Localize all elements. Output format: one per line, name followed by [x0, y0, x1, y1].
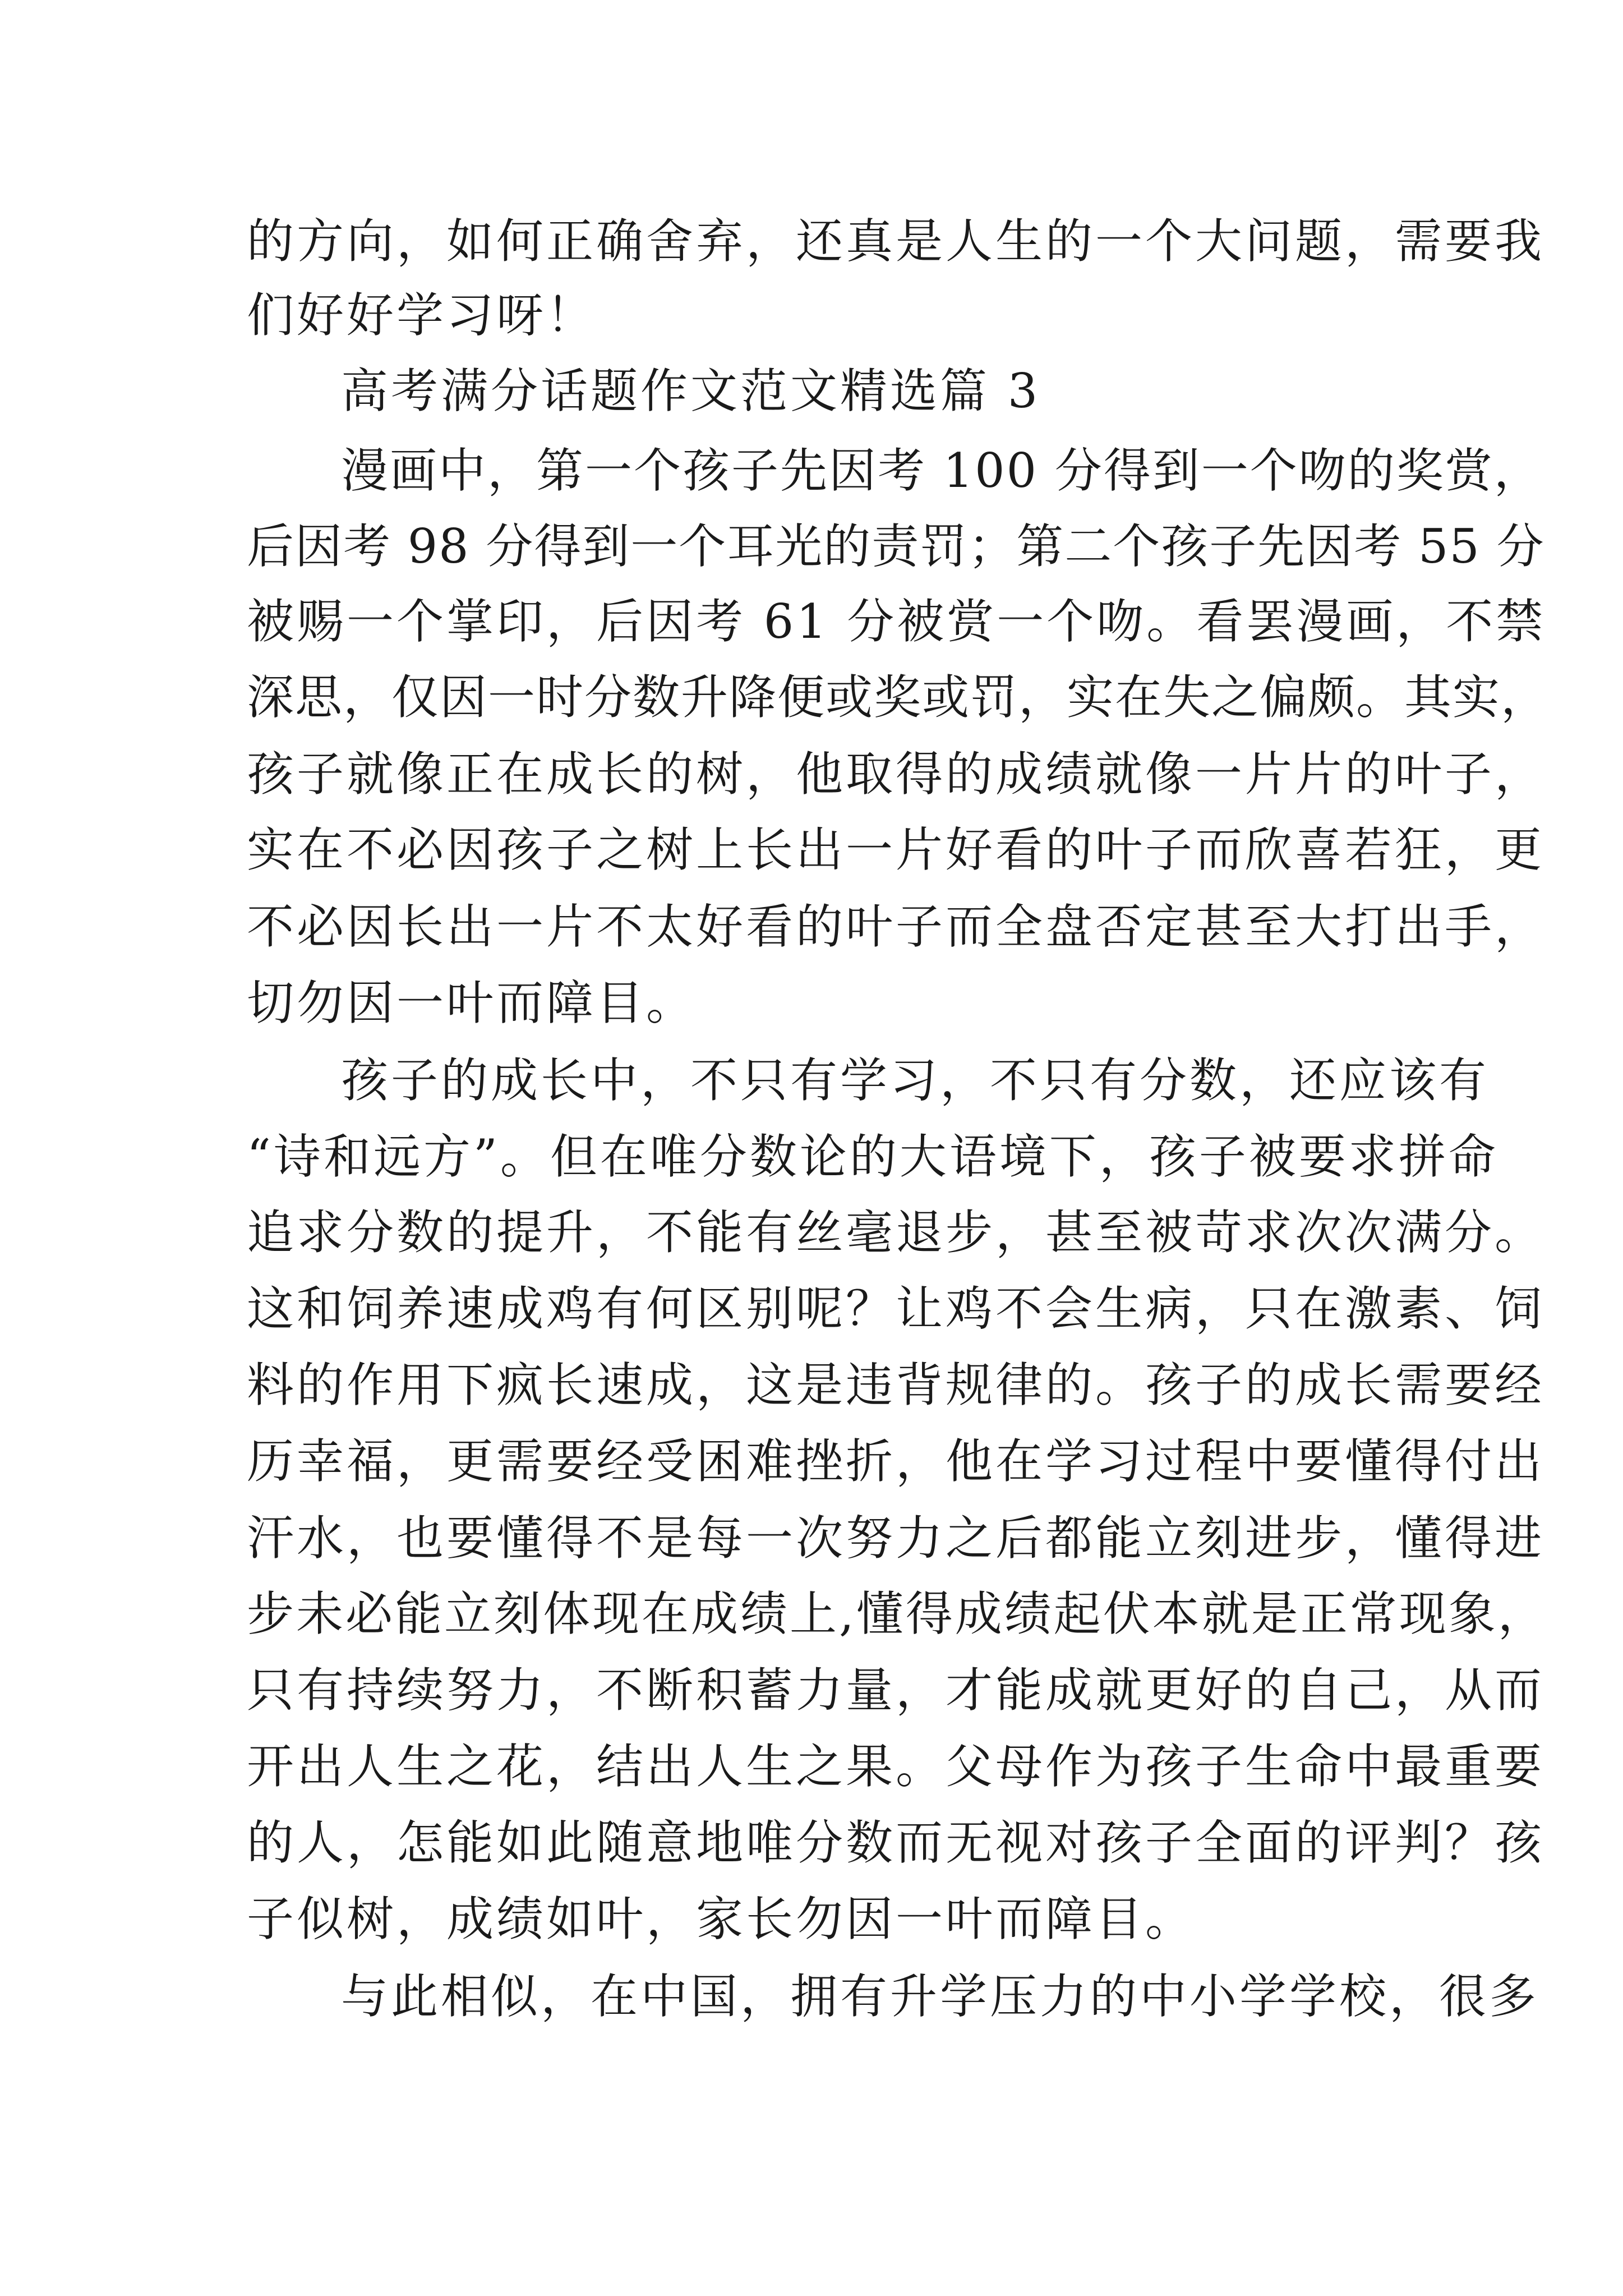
text-line: 步未必能立刻体现在成绩上,懂得成绩起伏本就是正常现象，: [247, 1586, 1547, 1641]
text-line: 的方向，如何正确舍弃，还真是人生的一个大问题，需要我: [247, 214, 1545, 269]
text-line: 孩子的成长中，不只有学习，不只有分数，还应该有: [341, 1053, 1490, 1108]
text-line: 孩子就像正在成长的树，他取得的成绩就像一片片的叶子，: [247, 747, 1545, 802]
text-line: 漫画中，第一个孩子先因考 100 分得到一个吻的奖赏，: [341, 443, 1543, 498]
text-line: 与此相似，在中国，拥有升学压力的中小学学校，很多: [341, 1969, 1539, 2024]
text-line: 历幸福，更需要经受困难挫折，他在学习过程中要懂得付出: [247, 1434, 1545, 1489]
text-line: 子似树，成绩如叶，家长勿因一叶而障目。: [247, 1892, 1196, 1947]
text-line: 开出人生之花，结出人生之果。父母作为孩子生命中最重要: [247, 1739, 1545, 1794]
text-line: 后因考 98 分得到一个耳光的责罚；第二个孩子先因考 55 分: [247, 519, 1545, 574]
text-line: 实在不必因孩子之树上长出一片好看的叶子而欣喜若狂，更: [247, 822, 1545, 877]
section-heading: 高考满分话题作文范文精选篇 3: [341, 364, 1041, 418]
text-line: 只有持续努力，不断积蓄力量，才能成就更好的自己，从而: [247, 1663, 1545, 1718]
text-line: 深思，仅因一时分数升降便或奖或罚，实在失之偏颇。其实，: [247, 670, 1550, 725]
text-line: 们好好学习呀！: [247, 288, 597, 343]
text-line: “诗和远方”。但在唯分数论的大语境下，孩子被要求拼命: [247, 1129, 1498, 1184]
text-line: 汗水，也要懂得不是每一次努力之后都能立刻进步，懂得进: [247, 1511, 1545, 1566]
text-line: 这和饲养速成鸡有何区别呢？让鸡不会生病，只在激素、饲: [247, 1281, 1545, 1336]
text-line: 的人，怎能如此随意地唯分数而无视对孩子全面的评判？孩: [247, 1815, 1545, 1870]
text-line: 被赐一个掌印，后因考 61 分被赏一个吻。看罢漫画，不禁: [247, 594, 1546, 649]
text-line: 不必因长出一片不太好看的叶子而全盘否定甚至大打出手，: [247, 899, 1545, 954]
text-line: 追求分数的提升，不能有丝毫退步，甚至被苛求次次满分。: [247, 1205, 1545, 1260]
text-line: 切勿因一叶而障目。: [247, 976, 697, 1030]
text-line: 料的作用下疯长速成，这是违背规律的。孩子的成长需要经: [247, 1358, 1545, 1412]
